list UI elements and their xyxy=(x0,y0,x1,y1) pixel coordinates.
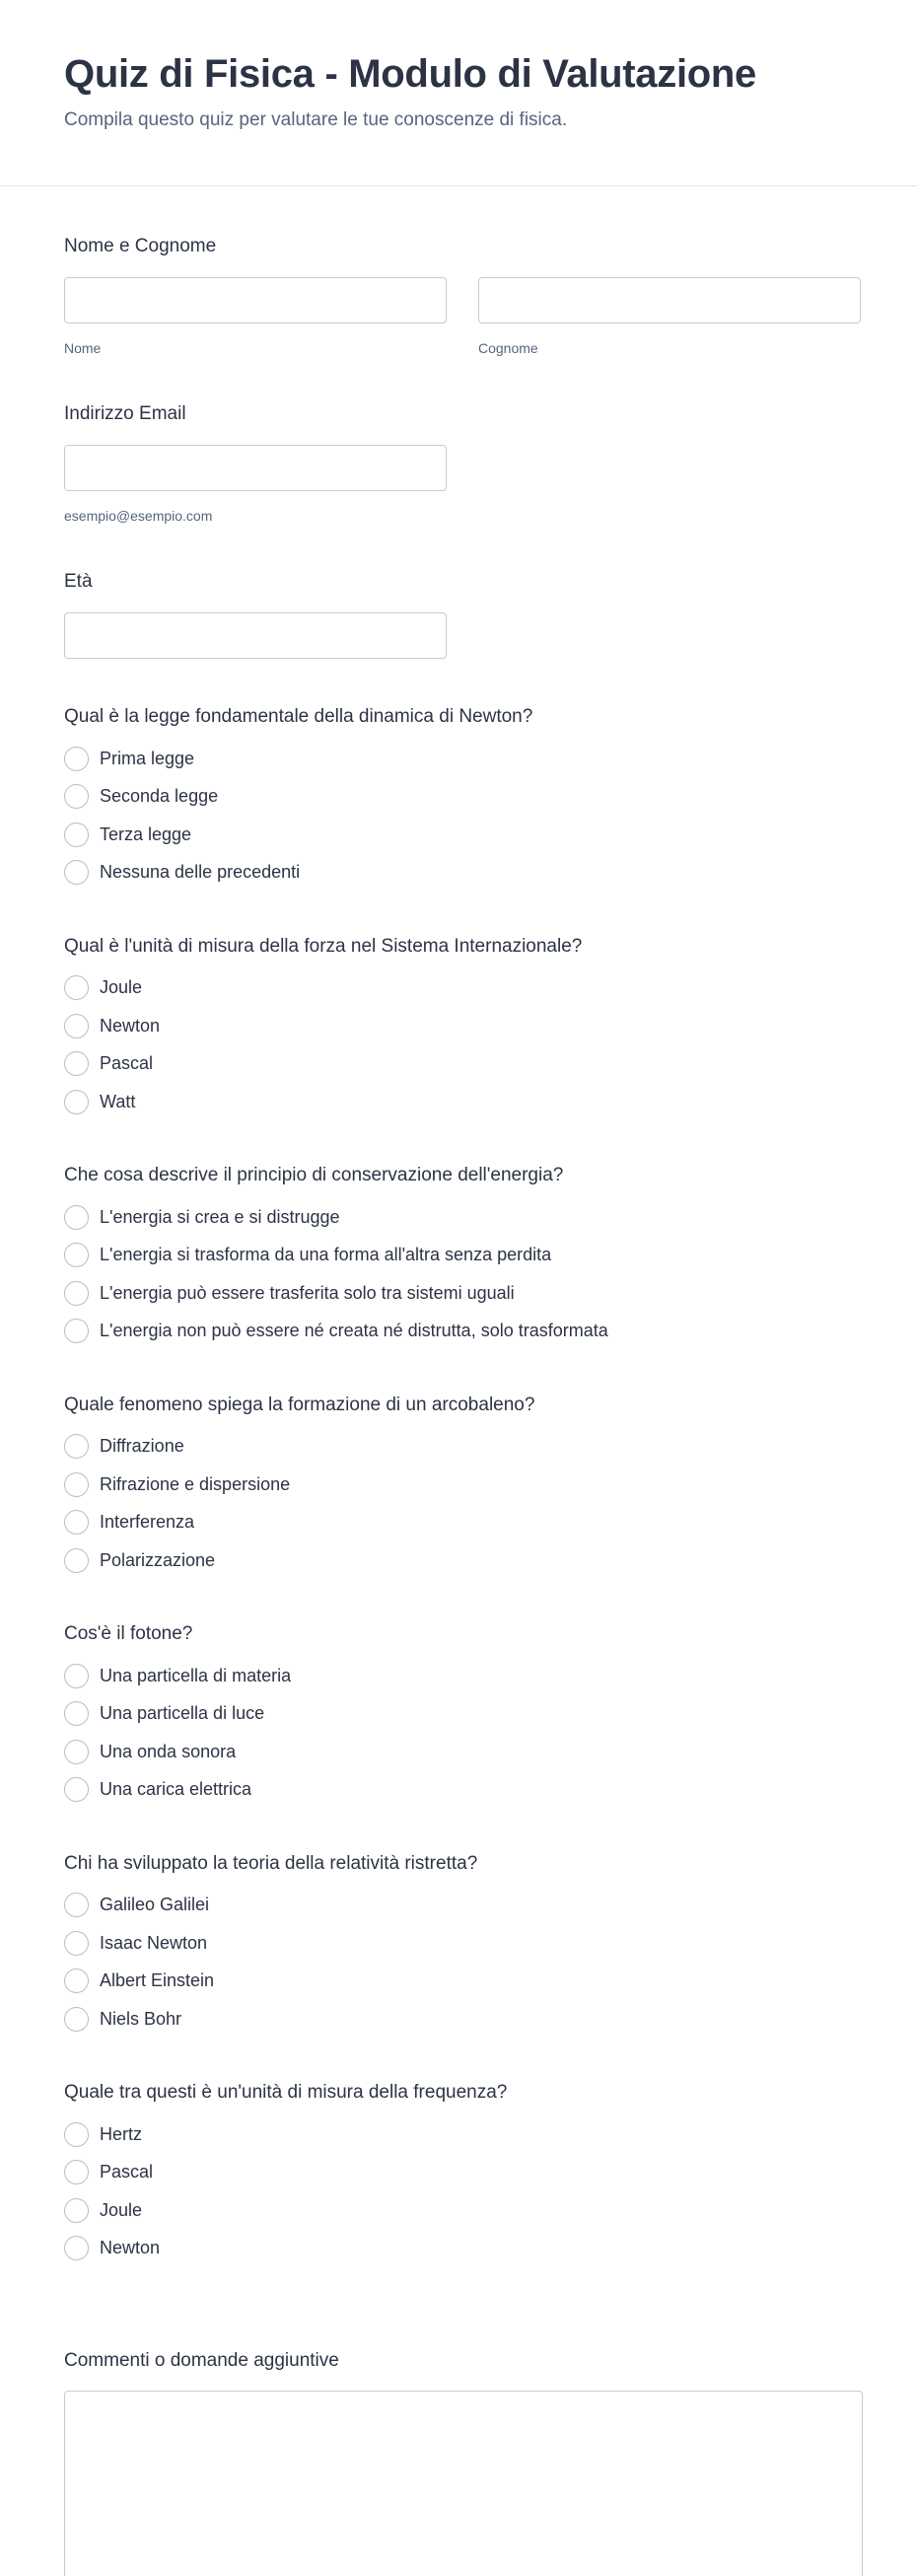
last-name-sublabel: Cognome xyxy=(478,340,538,356)
radio-button-icon[interactable] xyxy=(64,1510,89,1535)
question-label: Cos'è il fotone? xyxy=(64,1623,193,1644)
radio-group xyxy=(64,1428,853,1580)
radio-option[interactable] xyxy=(64,969,853,1008)
radio-option-label: Albert Einstein xyxy=(100,1970,215,1991)
radio-option[interactable] xyxy=(64,1007,853,1045)
question-label: Chi ha sviluppato la teoria della relatività ristretta? xyxy=(64,1852,478,1874)
comments-textarea[interactable] xyxy=(64,2391,863,2576)
radio-option[interactable] xyxy=(64,1887,853,1925)
radio-option[interactable] xyxy=(64,854,853,893)
full-name-field xyxy=(64,232,853,358)
radio-button-icon[interactable] xyxy=(64,1243,89,1267)
radio-option[interactable] xyxy=(64,1083,853,1121)
age-label: Età xyxy=(64,571,93,592)
radio-option[interactable] xyxy=(64,1198,853,1237)
age-field xyxy=(64,567,853,659)
question-label: Quale tra questi è un'unità di misura della frequenza? xyxy=(64,2082,508,2103)
page-title: Quiz di Fisica - Modulo di Valutazione xyxy=(64,52,756,96)
radio-button-icon[interactable] xyxy=(64,747,89,771)
radio-option[interactable] xyxy=(64,2000,853,2039)
radio-option-label: Nessuna delle precedenti xyxy=(100,862,301,883)
question-1 xyxy=(64,702,853,932)
radio-option-label: Diffrazione xyxy=(100,1436,184,1457)
question-3 xyxy=(64,1161,853,1391)
radio-option-label: L'energia si crea e si distrugge xyxy=(100,1206,340,1227)
comments-field xyxy=(64,2117,853,2576)
radio-button-icon[interactable] xyxy=(64,1968,89,1993)
radio-option-label: Una onda sonora xyxy=(100,1741,237,1761)
radio-button-icon[interactable] xyxy=(64,2198,89,2223)
radio-option-label: Isaac Newton xyxy=(100,1932,208,1953)
radio-option-label: Watt xyxy=(100,1091,136,1111)
radio-button-icon[interactable] xyxy=(64,1893,89,1917)
radio-option-label: Joule xyxy=(100,977,143,998)
radio-button-icon[interactable] xyxy=(64,1777,89,1802)
radio-button-icon[interactable] xyxy=(64,1281,89,1306)
question-label: Qual è la legge fondamentale della dinamica di Newton? xyxy=(64,706,533,727)
radio-option[interactable] xyxy=(64,1733,853,1771)
radio-option[interactable] xyxy=(64,740,853,778)
radio-option[interactable] xyxy=(64,1924,853,1963)
radio-option-label: Hertz xyxy=(100,2123,143,2144)
radio-option-label: Newton xyxy=(100,1015,161,1036)
radio-option-label: L'energia può essere trasferita solo tra sistemi uguali xyxy=(100,1282,515,1303)
radio-option[interactable] xyxy=(64,1466,853,1504)
email-input[interactable] xyxy=(64,445,447,491)
radio-button-icon[interactable] xyxy=(64,1014,89,1038)
radio-option[interactable] xyxy=(64,1771,853,1810)
question-2 xyxy=(64,932,853,1162)
radio-button-icon[interactable] xyxy=(64,1701,89,1726)
radio-button-icon[interactable] xyxy=(64,1319,89,1343)
radio-option-label: Polarizzazione xyxy=(100,1549,216,1570)
radio-option-label: Una carica elettrica xyxy=(100,1779,252,1800)
radio-option[interactable] xyxy=(64,1504,853,1542)
radio-option[interactable] xyxy=(64,1045,853,1084)
radio-button-icon[interactable] xyxy=(64,823,89,847)
radio-option[interactable] xyxy=(64,1541,853,1580)
last-name-input[interactable] xyxy=(478,277,861,323)
first-name-sublabel: Nome xyxy=(64,340,102,356)
page-subtitle: Compila questo quiz per valutare le tue conoscenze di fisica. xyxy=(64,109,568,130)
radio-option[interactable] xyxy=(64,778,853,817)
question-5 xyxy=(64,1619,853,1849)
radio-option-label: L'energia si trasforma da una forma all'altra senza perdita xyxy=(100,1245,552,1265)
question-label: Quale fenomeno spiega la formazione di un arcobaleno? xyxy=(64,1394,535,1415)
question-6 xyxy=(64,1849,853,2079)
radio-option-label: Terza legge xyxy=(100,823,192,844)
email-field xyxy=(64,399,853,526)
question-list xyxy=(64,702,853,2308)
radio-option[interactable] xyxy=(64,816,853,854)
radio-option-label: L'energia non può essere né creata né distrutta, solo trasformata xyxy=(100,1321,608,1341)
age-input[interactable] xyxy=(64,612,447,659)
email-label: Indirizzo Email xyxy=(64,403,186,424)
radio-option[interactable] xyxy=(64,1657,853,1695)
email-helper: esempio@esempio.com xyxy=(64,508,213,524)
radio-group xyxy=(64,1887,853,2039)
radio-option-label: Pascal xyxy=(100,1053,154,1074)
radio-option-label: Una particella di luce xyxy=(100,1703,265,1724)
radio-option[interactable] xyxy=(64,1237,853,1275)
radio-option-label: Seconda legge xyxy=(100,786,219,807)
question-4 xyxy=(64,1391,853,1620)
radio-button-icon[interactable] xyxy=(64,1472,89,1497)
form-header xyxy=(0,0,917,186)
radio-button-icon[interactable] xyxy=(64,2122,89,2147)
radio-button-icon[interactable] xyxy=(64,1090,89,1114)
radio-option[interactable] xyxy=(64,1963,853,2001)
radio-group xyxy=(64,1657,853,1809)
radio-option-label: Rifrazione e dispersione xyxy=(100,1473,291,1494)
radio-group xyxy=(64,969,853,1121)
radio-option-label: Interferenza xyxy=(100,1512,195,1533)
radio-button-icon[interactable] xyxy=(64,860,89,885)
radio-button-icon[interactable] xyxy=(64,1548,89,1573)
radio-option-label: Una particella di materia xyxy=(100,1665,292,1685)
radio-option[interactable] xyxy=(64,1428,853,1467)
radio-button-icon[interactable] xyxy=(64,784,89,809)
radio-option[interactable] xyxy=(64,1274,853,1313)
radio-option-label: Pascal xyxy=(100,2162,154,2182)
radio-option-label: Joule xyxy=(100,2199,143,2220)
quiz-form xyxy=(0,186,917,2576)
question-label: Che cosa descrive il principio di conservazione dell'energia? xyxy=(64,1165,564,1185)
radio-option-label: Newton xyxy=(100,2238,161,2258)
radio-button-icon[interactable] xyxy=(64,1051,89,1076)
radio-option-label: Prima legge xyxy=(100,748,195,768)
radio-group xyxy=(64,740,853,892)
first-name-input[interactable] xyxy=(64,277,447,323)
radio-option-label: Galileo Galilei xyxy=(100,1895,210,1915)
radio-button-icon[interactable] xyxy=(64,2007,89,2032)
radio-button-icon[interactable] xyxy=(64,1664,89,1688)
radio-button-icon[interactable] xyxy=(64,975,89,1000)
radio-option-label: Niels Bohr xyxy=(100,2008,182,2029)
radio-button-icon[interactable] xyxy=(64,1434,89,1459)
comments-label: Commenti o domande aggiuntive xyxy=(64,2350,339,2371)
radio-group xyxy=(64,1198,853,1350)
radio-option[interactable] xyxy=(64,1313,853,1351)
question-label: Qual è l'unità di misura della forza nel Sistema Internazionale? xyxy=(64,935,583,957)
full-name-label: Nome e Cognome xyxy=(64,236,217,256)
radio-button-icon[interactable] xyxy=(64,1740,89,1764)
radio-button-icon[interactable] xyxy=(64,1205,89,1230)
radio-option[interactable] xyxy=(64,1695,853,1734)
radio-button-icon[interactable] xyxy=(64,1931,89,1956)
